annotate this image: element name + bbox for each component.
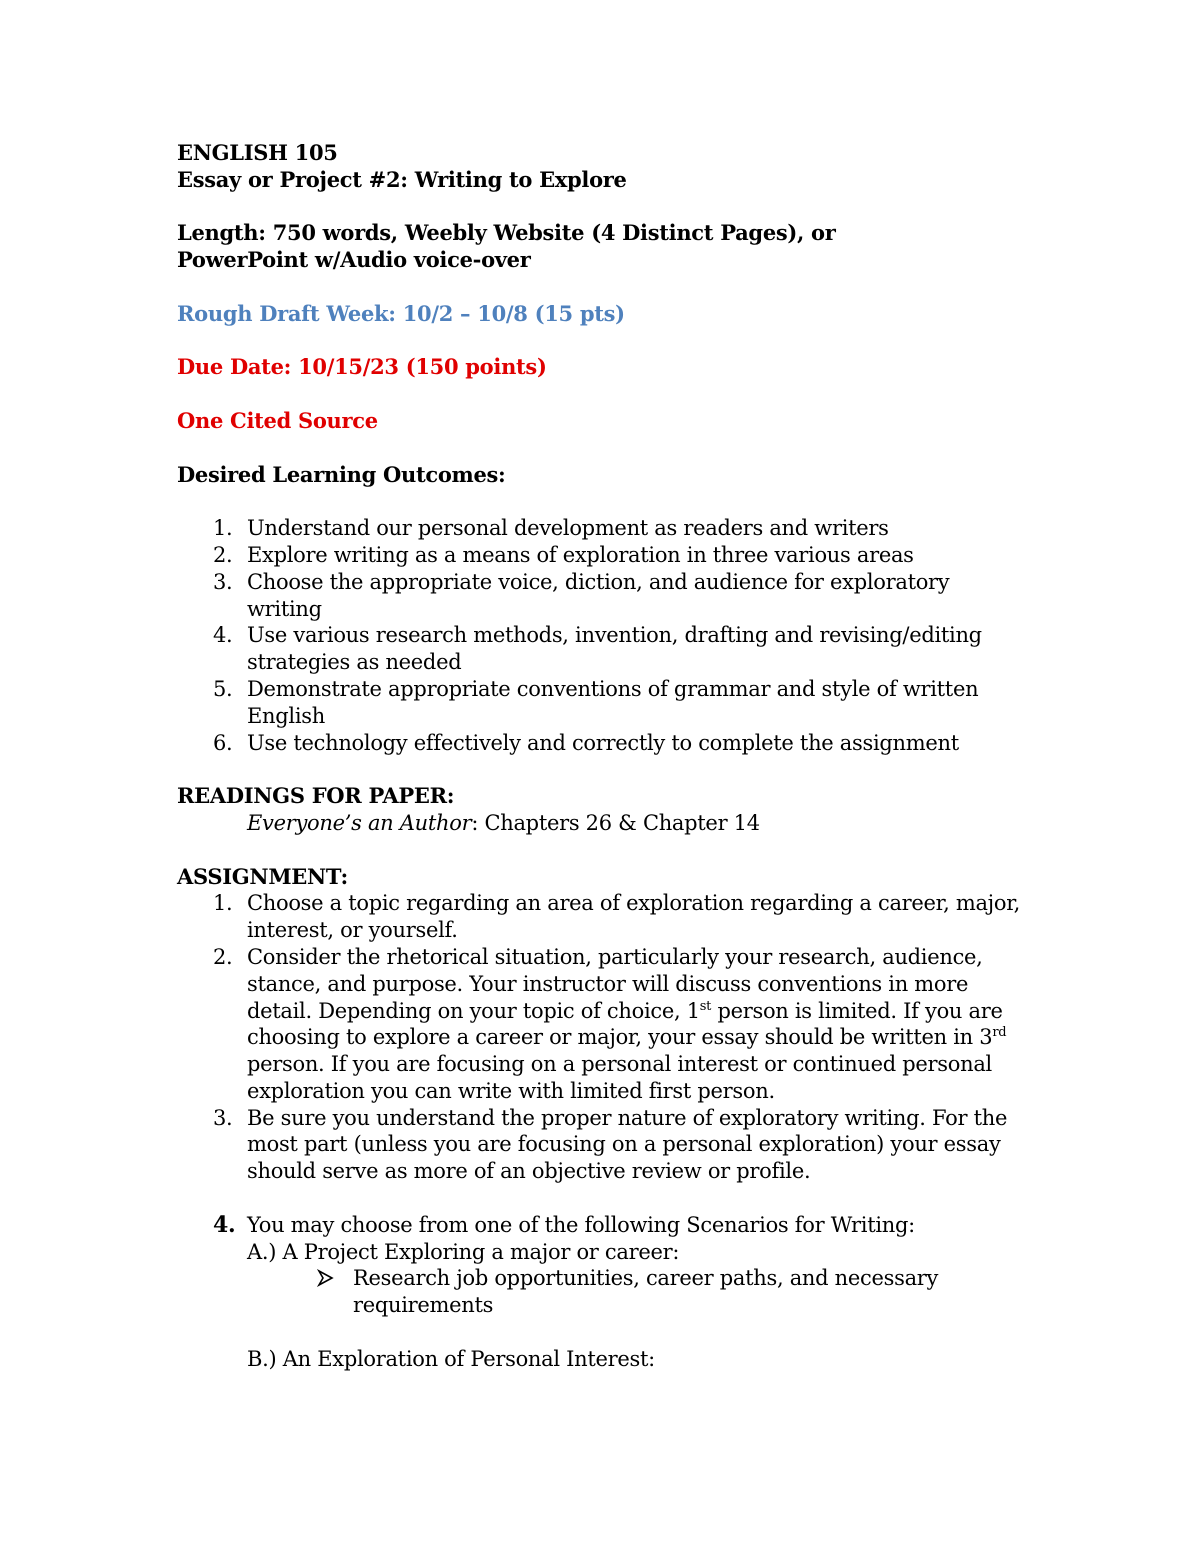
- assignment-item-3-line-2: most part (unless you are focusing on a personal exploration) your essay: [247, 1132, 1001, 1157]
- outcome-text-line: Use various research methods, invention, drafting and revising/editing: [247, 623, 982, 648]
- list-number: 3.: [213, 1105, 233, 1130]
- readings-line: [177, 810, 1027, 837]
- assignment-item-4-text: You may choose from one of the following Scenarios for Writing:: [247, 1212, 915, 1237]
- scenario-a-bullet-line-1: Research job opportunities, career paths, and necessary: [353, 1266, 939, 1291]
- outcome-item: [177, 676, 1027, 730]
- line-text: choosing to explore a career or major, your essay should be written in 3: [247, 1025, 993, 1050]
- scenario-a-bullet: [177, 1265, 1027, 1319]
- assignment-item-2-line-6: exploration you can write with limited first person.: [247, 1078, 775, 1103]
- assignment-item-2-line-5: person. If you are focusing on a personal interest or continued personal: [247, 1052, 992, 1077]
- outcome-text-line: Understand our personal development as readers and writers: [247, 516, 889, 541]
- list-number: 5.: [213, 676, 233, 701]
- course-title: ENGLISH 105: [177, 140, 338, 165]
- scenario-a: A.) A Project Exploring a major or career:: [247, 1239, 680, 1264]
- assignment-item-1: [177, 890, 1027, 944]
- assignment-item-1-line-1: Choose a topic regarding an area of exploration regarding a career, major,: [247, 891, 1021, 916]
- due-date: Due Date: 10/15/23 (150 points): [177, 354, 547, 380]
- length-requirement-line-2: PowerPoint w/Audio voice-over: [177, 247, 531, 273]
- superscript: st: [699, 998, 712, 1014]
- list-number: 1.: [213, 891, 233, 916]
- assignment-item-1-line-2: interest, or yourself.: [247, 918, 458, 943]
- assignment-item-2-line-2: stance, and purpose. Your instructor will discuss conventions in more: [247, 971, 969, 996]
- assignment-item-2-line-4: [247, 1024, 1027, 1051]
- outcome-text-line: Demonstrate appropriate conventions of grammar and style of written: [247, 676, 979, 701]
- outcome-text-line: Explore writing as a means of exploration in three various areas: [247, 542, 914, 567]
- assignment-item-3-line-3: should serve as more of an objective review or profile.: [247, 1159, 811, 1184]
- assignment-heading: ASSIGNMENT:: [177, 863, 348, 889]
- scenario-a-bullet-line-2: requirements: [353, 1293, 494, 1318]
- outcome-item: [177, 542, 1027, 569]
- document-content: [177, 140, 1027, 1373]
- length-requirement-line-1: Length: 750 words, Weebly Website (4 Distinct Pages), or: [177, 220, 836, 246]
- assignment-title: Essay or Project #2: Writing to Explore: [177, 166, 627, 192]
- outcomes-heading: Desired Learning Outcomes:: [177, 461, 506, 487]
- outcome-item: [177, 622, 1027, 676]
- cited-source-requirement: One Cited Source: [177, 407, 378, 433]
- outcome-text-line: strategies as needed: [247, 650, 462, 675]
- outcome-item: [177, 515, 1027, 542]
- list-number: 4.: [213, 1211, 236, 1238]
- list-number: 2.: [213, 542, 233, 567]
- assignment-item-4: [177, 1212, 1027, 1266]
- list-number: 2.: [213, 944, 233, 969]
- assignment-item-3: [177, 1105, 1027, 1185]
- assignment-list: [177, 890, 1027, 1185]
- superscript: rd: [992, 1025, 1007, 1041]
- outcomes-list: [177, 515, 1027, 756]
- assignment-item-2-line-3: [247, 998, 1027, 1025]
- assignment-item-2-line-1: Consider the rhetorical situation, particularly your research, audience,: [247, 944, 983, 969]
- outcome-item: [177, 569, 1027, 623]
- outcome-text-line: Use technology effectively and correctly to complete the assignment: [247, 730, 959, 755]
- list-number: 3.: [213, 569, 233, 594]
- arrow-bullet-icon: [317, 1265, 335, 1292]
- list-number: 1.: [213, 516, 233, 541]
- outcome-item: [177, 730, 1027, 757]
- outcome-text-line: writing: [247, 596, 322, 621]
- assignment-list-continued: [177, 1212, 1027, 1266]
- assignment-item-2: [177, 944, 1027, 1105]
- list-number: 6.: [213, 730, 233, 755]
- outcome-text-line: English: [247, 703, 325, 728]
- book-chapters: : Chapters 26 & Chapter 14: [471, 810, 760, 835]
- line-text: detail. Depending on your topic of choice, 1: [247, 998, 700, 1023]
- outcome-text-line: Choose the appropriate voice, diction, and audience for exploratory: [247, 569, 950, 594]
- assignment-item-3-line-1: Be sure you understand the proper nature of exploratory writing. For the: [247, 1105, 1008, 1130]
- line-text: person is limited. If you are: [711, 998, 1003, 1023]
- readings-heading: READINGS FOR PAPER:: [177, 783, 455, 809]
- scenario-b: B.) An Exploration of Personal Interest:: [247, 1346, 655, 1371]
- list-number: 4.: [213, 623, 233, 648]
- book-title: Everyone’s an Author: [247, 810, 472, 835]
- rough-draft-week: Rough Draft Week: 10/2 – 10/8 (15 pts): [177, 300, 625, 326]
